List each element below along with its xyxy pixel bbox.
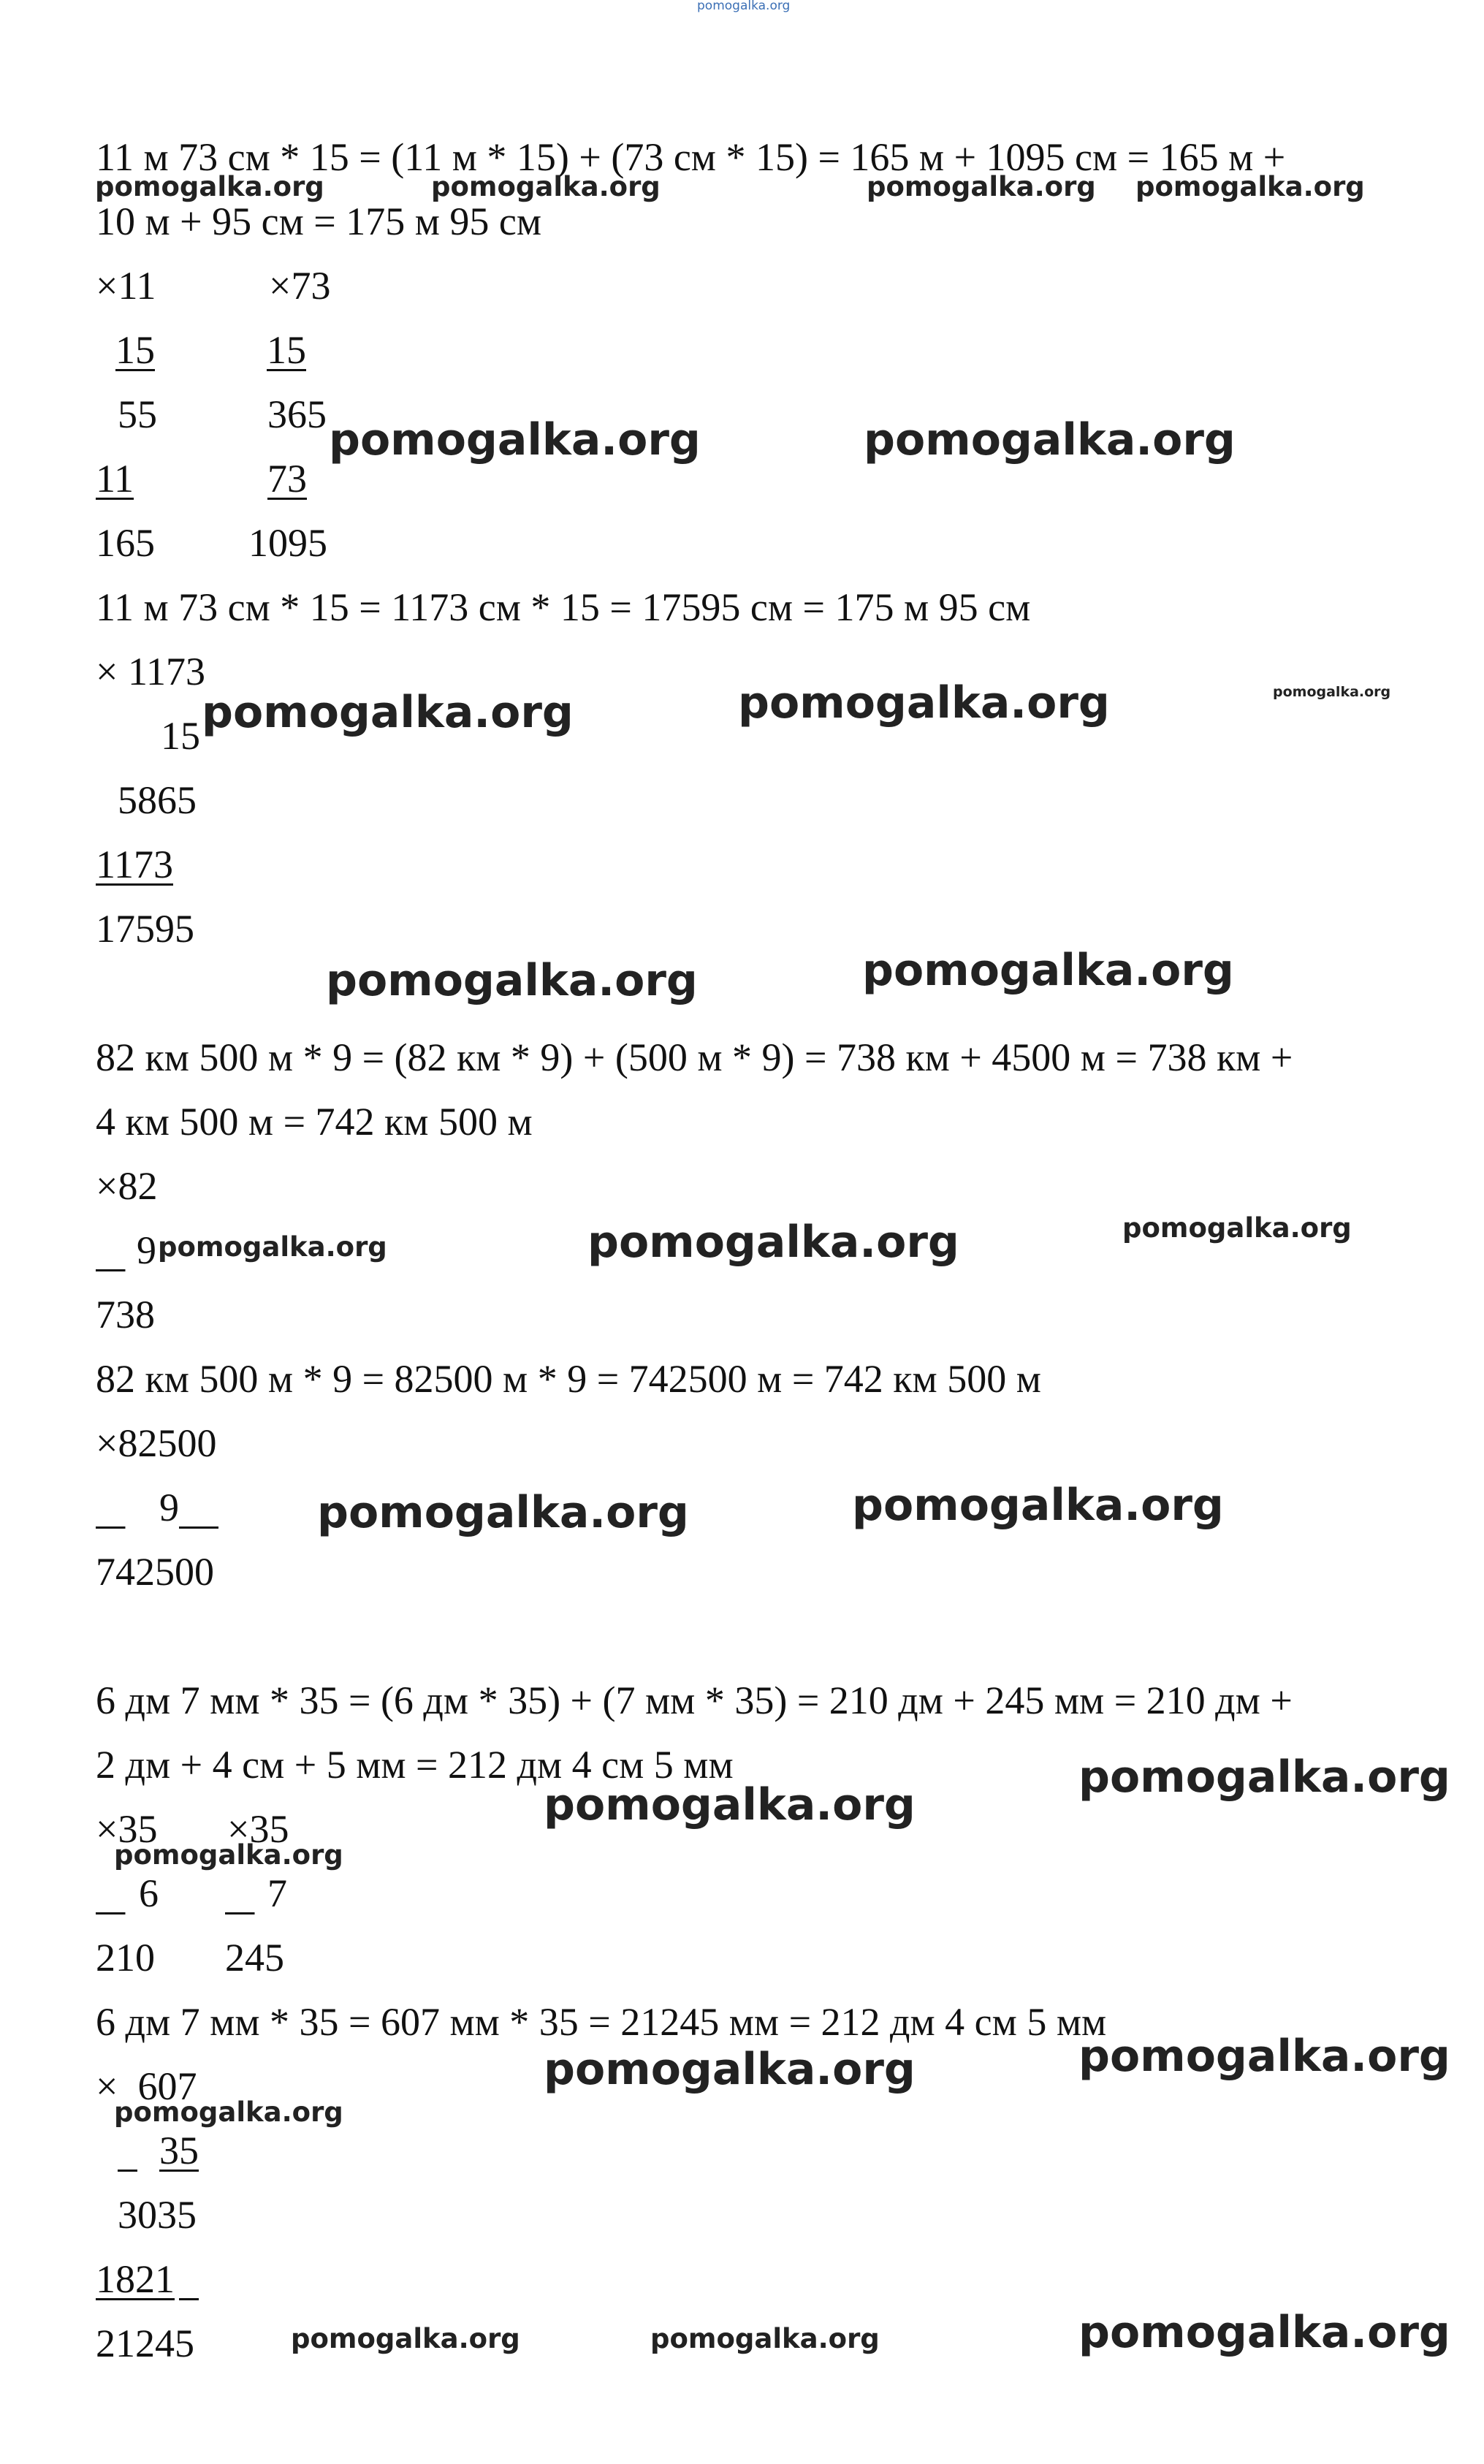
watermark: pomogalka.org: [1135, 171, 1365, 202]
equation-line: 2 дм + 4 см + 5 мм = 212 дм 4 см 5 мм: [96, 1743, 734, 1787]
calc-line: ×82500: [96, 1421, 217, 1465]
calc-line: [225, 1874, 255, 1913]
calc-line: [179, 1488, 218, 1527]
calc-line: 6: [139, 1871, 159, 1915]
calc-line: ×11: [96, 264, 156, 308]
watermark: pomogalka.org: [431, 171, 661, 202]
calc-line: × 1173: [96, 650, 205, 693]
watermark: pomogalka.org: [738, 677, 1110, 729]
calc-line: [179, 2259, 199, 2299]
watermark: pomogalka.org: [1078, 2307, 1450, 2358]
calc-line: × 607: [96, 2064, 197, 2108]
watermark: pomogalka.org: [1273, 684, 1391, 700]
watermark: pomogalka.org: [1078, 2031, 1450, 2082]
equation-line: 82 км 500 м * 9 = (82 км * 9) + (500 м * 9) = 738 км + 4500 м = 738 км +: [96, 1035, 1293, 1079]
watermark: pomogalka.org: [114, 2096, 343, 2128]
equation-line: 6 дм 7 мм * 35 = 607 мм * 35 = 21245 мм = 212 дм 4 см 5 мм: [96, 2000, 1107, 2044]
watermark: pomogalka.org: [852, 1480, 1224, 1531]
equation-line: 6 дм 7 мм * 35 = (6 дм * 35) + (7 мм * 35) = 210 дм + 245 мм = 210 дм +: [96, 1678, 1293, 1722]
calc-line: 165: [96, 521, 155, 565]
calc-line: 5865: [118, 778, 197, 822]
calc-line: 21245: [96, 2322, 194, 2365]
watermark: pomogalka.org: [864, 414, 1236, 465]
watermark: pomogalka.org: [544, 2044, 916, 2095]
calc-line: 73: [267, 457, 307, 501]
calc-line: 3035: [118, 2193, 197, 2237]
watermark: pomogalka.org: [158, 1231, 387, 1263]
watermark: pomogalka.org: [202, 687, 574, 738]
calc-line: ×73: [269, 264, 331, 308]
watermark: pomogalka.org: [114, 1839, 343, 1871]
watermark: pomogalka.org: [587, 1217, 959, 1268]
watermark: pomogalka.org: [867, 171, 1096, 202]
calc-line: [96, 1488, 126, 1527]
calc-line: 210: [96, 1936, 155, 1980]
watermark: pomogalka.org: [291, 2323, 520, 2354]
calc-line: 55: [118, 392, 157, 436]
watermark: pomogalka.org: [329, 414, 701, 465]
calc-line: 9: [137, 1228, 156, 1272]
equation-line: 4 км 500 м = 742 км 500 м: [96, 1100, 533, 1144]
watermark: pomogalka.org: [544, 1779, 916, 1830]
watermark: pomogalka.org: [95, 171, 324, 202]
calc-line: 738: [96, 1293, 155, 1336]
calc-line: 1173: [96, 843, 173, 886]
watermark: pomogalka.org: [650, 2323, 880, 2354]
watermark: pomogalka.org: [326, 955, 698, 1006]
calc-line: 11: [96, 457, 134, 501]
equation-line: 82 км 500 м * 9 = 82500 м * 9 = 742500 м = 742 км 500 м: [96, 1357, 1041, 1401]
calc-line: ×35: [96, 1807, 158, 1851]
calc-line: [96, 1874, 126, 1913]
watermark: pomogalka.org: [697, 0, 791, 13]
watermark: pomogalka.org: [1078, 1752, 1450, 1803]
equation-line: 11 м 73 см * 15 = 1173 см * 15 = 17595 см = 175 м 95 см: [96, 585, 1031, 629]
calc-line: 1095: [248, 521, 327, 565]
calc-line: 742500: [96, 1550, 214, 1594]
calc-line: ×82: [96, 1164, 158, 1208]
calc-line: 15: [161, 714, 200, 758]
watermark: pomogalka.org: [1122, 1212, 1352, 1244]
equation-line: 10 м + 95 см = 175 м 95 см: [96, 199, 542, 243]
equation-line: 11 м 73 см * 15 = (11 м * 15) + (73 см * 15) = 165 м + 1095 см = 165 м +: [96, 135, 1286, 179]
calc-line: ×35: [227, 1807, 289, 1851]
calc-line: [96, 1231, 126, 1270]
calc-line: 9: [159, 1486, 179, 1529]
watermark: pomogalka.org: [317, 1487, 689, 1538]
calc-line: 7: [267, 1871, 287, 1915]
calc-line: 1821: [96, 2257, 175, 2301]
calc-line: 35: [159, 2129, 199, 2172]
calc-line: 365: [267, 392, 327, 436]
watermark: pomogalka.org: [862, 945, 1234, 996]
calc-line: 245: [225, 1936, 284, 1980]
calc-line: 15: [267, 328, 306, 372]
calc-line: [118, 2131, 137, 2170]
calc-line: 17595: [96, 907, 194, 951]
calc-line: 15: [115, 328, 155, 372]
